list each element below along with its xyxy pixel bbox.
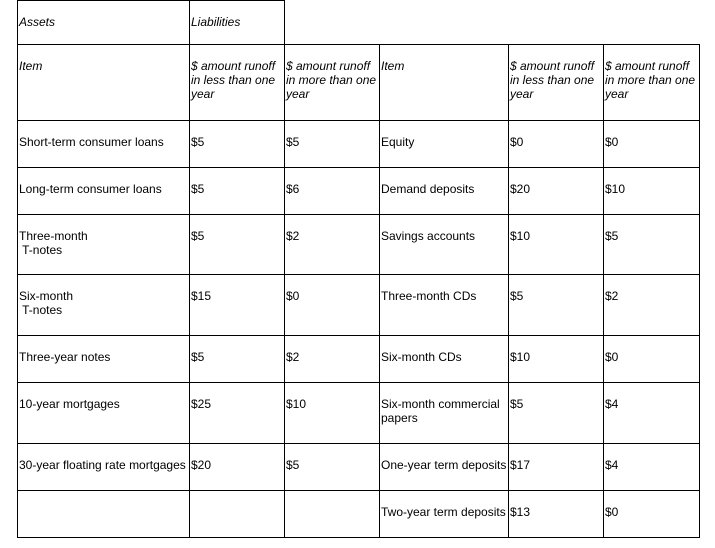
asset-more-value: $2 <box>285 336 380 383</box>
liability-less-value: $5 <box>509 383 604 444</box>
liability-item: Equity <box>380 121 509 168</box>
asset-more-value: $5 <box>285 121 380 168</box>
table-row <box>18 121 700 168</box>
liabilities-more-header: $ amount runoff in more than one year <box>604 45 700 121</box>
asset-more-value: $6 <box>285 168 380 215</box>
assets-heading: Assets <box>18 1 190 45</box>
table-row <box>18 215 700 275</box>
liability-item: Three-month CDs <box>380 275 509 336</box>
header-blank-cell <box>285 1 700 45</box>
asset-more-value: $10 <box>285 383 380 444</box>
liability-more-value: $0 <box>604 121 700 168</box>
asset-less-value: $25 <box>190 383 285 444</box>
liability-less-value: $5 <box>509 275 604 336</box>
asset-item: 30-year floating rate mortgages <box>18 444 190 491</box>
liability-more-value: $5 <box>604 215 700 275</box>
table-row <box>18 275 700 336</box>
column-header-row <box>18 45 700 121</box>
asset-item: Six-month T-notes <box>18 275 190 336</box>
table-row <box>18 336 700 383</box>
asset-more-value: $2 <box>285 215 380 275</box>
asset-less-value <box>190 491 285 538</box>
asset-less-value: $5 <box>190 215 285 275</box>
liability-more-value: $2 <box>604 275 700 336</box>
asset-more-value: $5 <box>285 444 380 491</box>
asset-item: Short-term consumer loans <box>18 121 190 168</box>
liability-less-value: $10 <box>509 215 604 275</box>
asset-more-value <box>285 491 380 538</box>
assets-item-header: Item <box>18 45 190 121</box>
header-row <box>18 1 700 45</box>
liability-more-value: $4 <box>604 444 700 491</box>
liabilities-item-header: Item <box>380 45 509 121</box>
asset-more-value: $0 <box>285 275 380 336</box>
asset-item: Long-term consumer loans <box>18 168 190 215</box>
asset-less-value: $5 <box>190 121 285 168</box>
liability-less-value: $10 <box>509 336 604 383</box>
liability-more-value: $0 <box>604 336 700 383</box>
liabilities-heading: Liabilities <box>190 1 285 45</box>
asset-less-value: $5 <box>190 168 285 215</box>
liability-item: Six-month CDs <box>380 336 509 383</box>
table-row <box>18 383 700 444</box>
liability-more-value: $0 <box>604 491 700 538</box>
liability-item: Two-year term deposits <box>380 491 509 538</box>
asset-item: Three-month T-notes <box>18 215 190 275</box>
liability-item: One-year term deposits <box>380 444 509 491</box>
table-row <box>18 168 700 215</box>
balance-sheet-table <box>17 0 700 538</box>
asset-item: 10-year mortgages <box>18 383 190 444</box>
asset-item <box>18 491 190 538</box>
table-row <box>18 491 700 538</box>
assets-more-header: $ amount runoff in more than one year <box>285 45 380 121</box>
liability-less-value: $0 <box>509 121 604 168</box>
liability-less-value: $20 <box>509 168 604 215</box>
liability-item: Demand deposits <box>380 168 509 215</box>
table-row <box>18 444 700 491</box>
liability-more-value: $4 <box>604 383 700 444</box>
asset-item: Three-year notes <box>18 336 190 383</box>
asset-less-value: $15 <box>190 275 285 336</box>
liability-item: Savings accounts <box>380 215 509 275</box>
liability-item: Six-month commercial papers <box>380 383 509 444</box>
liability-less-value: $17 <box>509 444 604 491</box>
liabilities-less-header: $ amount runoff in less than one year <box>509 45 604 121</box>
assets-less-header: $ amount runoff in less than one year <box>190 45 285 121</box>
asset-less-value: $5 <box>190 336 285 383</box>
liability-less-value: $13 <box>509 491 604 538</box>
asset-less-value: $20 <box>190 444 285 491</box>
liability-more-value: $10 <box>604 168 700 215</box>
